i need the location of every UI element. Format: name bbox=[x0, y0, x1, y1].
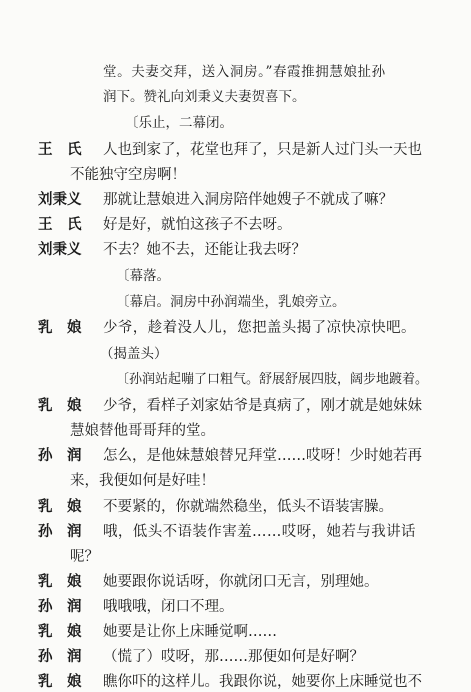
dialogue-line: 来，我便如何是好哇！ bbox=[70, 473, 215, 489]
dialogue-line: （慌了）哎呀，那……那便如何是好啊？ bbox=[103, 649, 364, 665]
stage-direction: 〔孙润站起嘣了口粗气。舒展舒展四肢，阔步地踱着。 bbox=[116, 372, 429, 387]
speaker-name: 王 氏 bbox=[38, 141, 82, 158]
dialogue-line: 呢？ bbox=[70, 549, 99, 565]
speaker-name: 刘秉义 bbox=[38, 191, 82, 208]
dialogue-line: 那就让慧娘进入洞房陪伴她嫂子不就成了嘛？ bbox=[103, 192, 393, 208]
speaker-name: 乳 娘 bbox=[38, 319, 82, 336]
speaker-name: 刘秉义 bbox=[38, 241, 82, 258]
dialogue-line: 少爷，看样子刘家姑爷是真病了，刚才就是她妹妹 bbox=[103, 398, 422, 414]
stage-direction: （揭盖头） bbox=[100, 346, 168, 362]
dialogue-line: 少爷，趁着没人儿，您把盖头揭了凉快凉快吧。 bbox=[103, 320, 416, 336]
stage-direction: 堂。夫妻交拜，送入洞房。”春霞推拥慧娘扯孙 bbox=[103, 64, 386, 80]
dialogue-line: 哦，低头不语装作害羞……哎呀，她若与我讲话 bbox=[103, 524, 416, 540]
speaker-name: 乳 娘 bbox=[38, 673, 82, 690]
speaker-name: 乳 娘 bbox=[38, 573, 82, 590]
stage-direction: 〔幕落。 bbox=[116, 268, 170, 284]
stage-direction: 〔幕启。洞房中孙润端坐，乳娘旁立。 bbox=[116, 294, 346, 310]
dialogue-line: 人也到家了，花堂也拜了，只是新人过门头一天也 bbox=[103, 142, 422, 158]
dialogue-line: 不能独守空房啊！ bbox=[70, 167, 186, 183]
speaker-name: 乳 娘 bbox=[38, 498, 82, 515]
dialogue-line: 慧娘替他哥哥拜的堂。 bbox=[70, 423, 215, 439]
speaker-name: 乳 娘 bbox=[38, 397, 82, 414]
dialogue-line: 她要跟你说话呀，你就闭口无言，别理她。 bbox=[103, 574, 379, 590]
speaker-name: 王 氏 bbox=[38, 216, 82, 233]
dialogue-line: 怎么，是他妹慧娘替兄拜堂……哎呀！少时她若再 bbox=[103, 448, 422, 464]
dialogue-line: 瞧你吓的这样儿。我跟你说，她要你上床睡觉也不 bbox=[103, 674, 422, 690]
speaker-name: 孙 润 bbox=[38, 598, 82, 615]
dialogue-line: 好是好，就怕这孩子不去呀。 bbox=[103, 217, 292, 233]
stage-direction: 〔乐止，二幕闭。 bbox=[125, 115, 233, 131]
dialogue-line: 她要是让你上床睡觉啊…… bbox=[103, 624, 277, 640]
speaker-name: 乳 娘 bbox=[38, 623, 82, 640]
stage-direction: 润下。赞礼向刘秉义夫妻贺喜下。 bbox=[103, 89, 306, 105]
speaker-name: 孙 润 bbox=[38, 447, 82, 464]
dialogue-line: 不要紧的，你就端然稳坐，低头不语装害臊。 bbox=[103, 499, 393, 515]
speaker-name: 孙 润 bbox=[38, 648, 82, 665]
speaker-name: 孙 润 bbox=[38, 523, 82, 540]
dialogue-line: 不去？她不去，还能让我去呀？ bbox=[103, 242, 306, 258]
dialogue-line: 哦哦哦，闭口不理。 bbox=[103, 599, 234, 615]
